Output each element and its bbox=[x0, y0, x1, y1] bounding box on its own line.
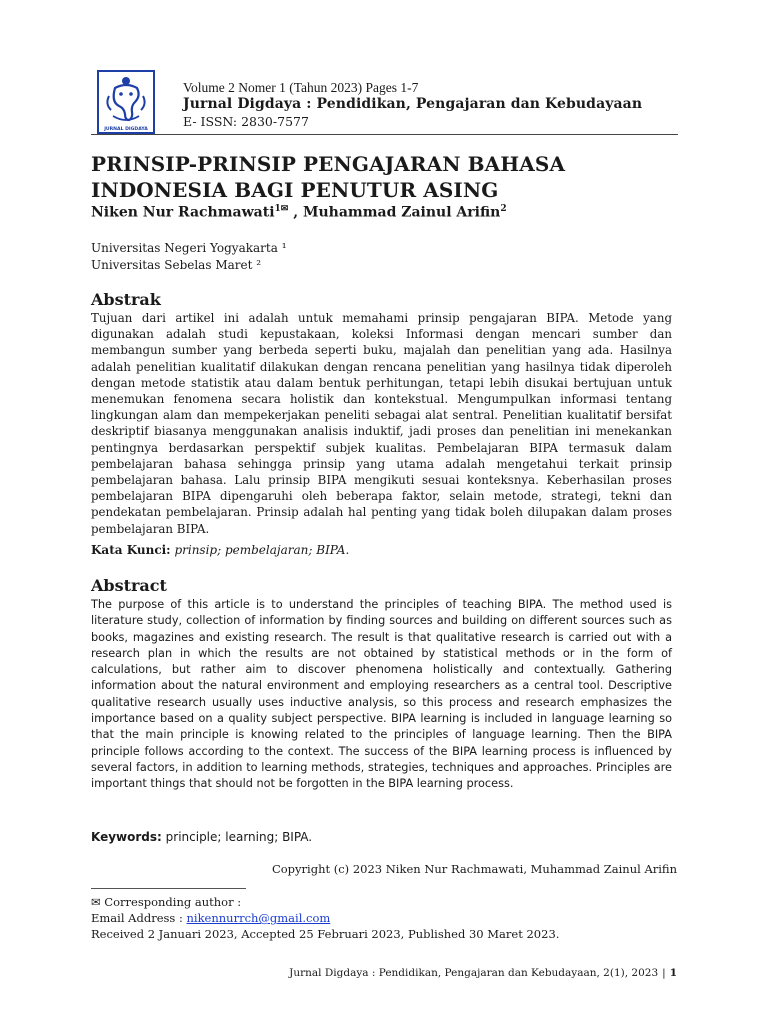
article-title bbox=[91, 151, 677, 203]
affiliations bbox=[91, 240, 287, 274]
corresponding-author: ✉ Corresponding author : bbox=[91, 895, 242, 909]
ganesha-logo-icon bbox=[97, 70, 155, 134]
journal-name: Jurnal Digdaya : Pendidikan, Pengajaran dan Kebudayaan bbox=[183, 96, 643, 112]
author-2-sup: 2 bbox=[500, 204, 507, 214]
authors bbox=[91, 204, 507, 221]
email-label: Email Address : bbox=[91, 911, 187, 925]
footnotes bbox=[91, 894, 559, 942]
svg-text:JURNAL DIGDAYA: JURNAL DIGDAYA bbox=[104, 127, 148, 132]
journal-meta bbox=[183, 79, 642, 130]
running-footer-text: Jurnal Digdaya : Pendidikan, Pengajaran dan Kebudayaan, 2(1), 2023 bbox=[289, 967, 659, 979]
author-1: Niken Nur Rachmawati bbox=[91, 204, 275, 221]
keywords-label: Keywords: bbox=[91, 830, 162, 844]
author-1-sup: 1✉ bbox=[274, 204, 289, 214]
article-dates: Received 2 Januari 2023, Accepted 25 Februari 2023, Published 30 Maret 2023. bbox=[91, 927, 560, 941]
page-number: 1 bbox=[669, 967, 677, 979]
affiliation-2: Universitas Sebelas Maret ² bbox=[91, 258, 262, 272]
running-footer bbox=[289, 967, 677, 979]
kata-kunci bbox=[91, 543, 349, 557]
author-separator: , bbox=[288, 204, 303, 221]
abstract-text: The purpose of this article is to understand the principles of teaching BIPA. The method used is literature study, collection of information by finding sources and building on different sources such as books, magazines and existing research. The result is that qualitative research is carried out with a research plan in which the results are not obtained by statistical methods or in the form of calculations, but rather aim to discover phenomena holistically and contextually. Gathering information about the natural environment and employing researchers as a central tool. Descriptive qualitative research usually uses inductive analysis, so this process and research emphasizes the importance based on a quality subject perspective. BIPA learning is included in language learning so that the main principle is knowing related to the principles of language learning. Then the BIPA principle follows according to the context. The success of the BIPA learning process is influenced by several factors, in addition to learning methods, strategies, techniques and approaches. Principles are important things that should not be forgotten in the BIPA learning process. bbox=[91, 598, 672, 791]
kata-kunci-label: Kata Kunci: bbox=[91, 543, 171, 557]
abstrak-heading: Abstrak bbox=[91, 290, 161, 309]
keywords-value: principle; learning; BIPA. bbox=[161, 830, 313, 844]
author-2: Muhammad Zainul Arifin bbox=[302, 204, 501, 221]
kata-kunci-value: prinsip; pembelajaran; BIPA. bbox=[170, 543, 350, 557]
abstract-heading: Abstract bbox=[91, 576, 167, 595]
footnote-rule bbox=[91, 888, 246, 889]
title-line-2: INDONESIA BAGI PENUTUR ASING bbox=[91, 178, 499, 202]
email-line bbox=[91, 910, 559, 926]
abstrak-text: Tujuan dari artikel ini adalah untuk memahami prinsip pengajaran BIPA. Metode yang digunakan adalah studi kepustakaan, koleksi Informasi dengan mencari sumber dan membangun sumber yang berbeda seperti buku, majalah dan penelitian yang ada. Hasilnya adalah penelitian kualitatif dilakukan dengan rencana penelitian yang hasilnya tidak diperoleh dengan metode statistik atau dalam bentuk perhitungan, tetapi lebih disukai bertujuan untuk menemukan fenomena secara holistik dan kontekstual. Mengumpulkan informasi tentang lingkungan alam dan mempekerjakan peneliti sebagai alat sentral. Penelitian kualitatif bersifat deskriptif biasanya menggunakan analisis induktif, jadi proses dan penelitian ini menekankan pentingnya berdasarkan perspektif subjek kualitas. Pembelajaran BIPA termasuk dalam pembelajaran bahasa sehingga prinsip yang utama adalah mengetahui terkait prinsip pembelajaran bahasa. Lalu prinsip BIPA mengikuti sesuai konteksnya. Keberhasilan proses pembelajaran BIPA dipengaruhi oleh beberapa faktor, selain metode, strategi, tekni dan pendekatan pembelajaran. Prinsip adalah hal penting yang tidak boleh dilupakan dalam proses pembelajaran BIPA. bbox=[91, 311, 672, 536]
title-line-1: PRINSIP-PRINSIP PENGAJARAN BAHASA bbox=[91, 152, 566, 176]
keywords bbox=[91, 830, 312, 844]
issn: E- ISSN: 2830-7577 bbox=[183, 114, 309, 129]
running-footer-sep: | bbox=[662, 967, 666, 979]
volume-line: Volume 2 Nomer 1 (Tahun 2023) Pages 1-7 bbox=[183, 80, 419, 95]
header-rule bbox=[91, 134, 678, 135]
copyright: Copyright (c) 2023 Niken Nur Rachmawati, Muhammad Zainul Arifin bbox=[271, 862, 677, 876]
affiliation-1: Universitas Negeri Yogyakarta ¹ bbox=[91, 241, 287, 255]
email-link[interactable]: nikennurrch@gmail.com bbox=[186, 911, 331, 925]
journal-logo bbox=[97, 70, 155, 134]
journal-header bbox=[91, 70, 677, 134]
